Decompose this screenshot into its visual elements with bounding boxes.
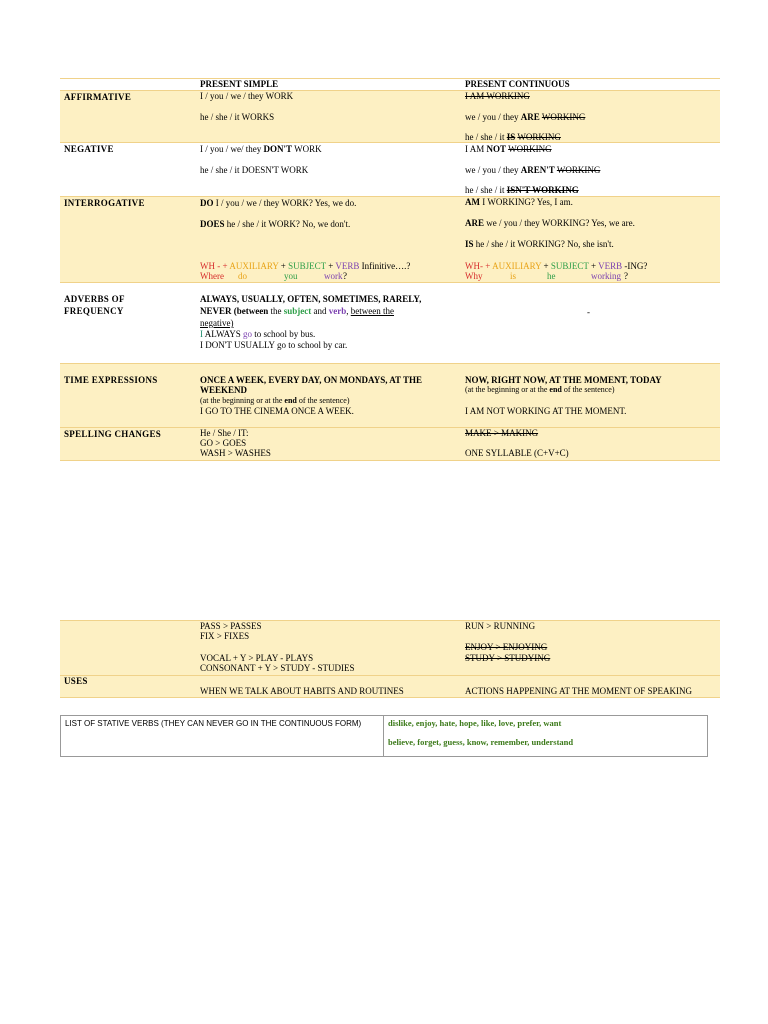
interrogative-ps-line: DO I / you / we / they WORK? Yes, we do. (200, 198, 357, 208)
adverbs-label: ADVERBS OF FREQUENCY (64, 294, 125, 316)
negative-pc-line: we / you / they AREN'T WORKING (465, 165, 601, 175)
spelling-ps-line: He / She / IT: (200, 428, 249, 438)
interrogative-ps-line: DOES he / she / it WORK? No, we don't. (200, 219, 351, 229)
interrogative-pc-line: ARE we / you / they WORKING? Yes, we are. (465, 218, 635, 228)
spelling2-ps-line: FIX > FIXES (200, 631, 250, 641)
stative-verbs-label: LIST OF STATIVE VERBS (THEY CAN NEVER GO IN THE CONTINUOUS FORM) (65, 719, 362, 728)
present-continuous-header: PRESENT CONTINUOUS (465, 79, 570, 89)
stative-verbs-table (60, 715, 708, 757)
interrogative-pc-line: AM I WORKING? Yes, I am. (465, 197, 573, 207)
uses-pc-text: ACTIONS HAPPENING AT THE MOMENT OF SPEAKING (465, 686, 693, 696)
affirmative-ps-line: I / you / we / they WORK (200, 91, 294, 101)
spelling2-ps-line: CONSONANT + Y > STUDY - STUDIES (200, 663, 355, 673)
affirmative-pc-line: I AM WORKING (465, 91, 530, 101)
time-pc-note: (at the beginning or at the end of the sentence) (465, 385, 615, 394)
time-pc-list: NOW, RIGHT NOW, AT THE MOMENT, TODAY (465, 375, 662, 385)
negative-row (60, 142, 720, 196)
interrogative-pc-formula: WH- + AUXILIARY + SUBJECT + VERB -ING? (465, 261, 648, 271)
adverbs-example-1: I ALWAYS go to school by bus. (200, 329, 316, 339)
spelling2-ps-line: VOCAL + Y > PLAY - PLAYS (200, 653, 314, 663)
time-pc-example: I AM NOT WORKING AT THE MOMENT. (465, 406, 627, 416)
negative-ps-line: he / she / it DOESN'T WORK (200, 165, 309, 175)
spelling-continued-row (60, 620, 720, 675)
spelling2-pc-line: RUN > RUNNING (465, 621, 536, 631)
present-simple-header: PRESENT SIMPLE (200, 79, 279, 89)
time-ps-note: (at the beginning or at the end of the sentence) (200, 396, 350, 405)
negative-pc-line: I AM NOT WORKING (465, 144, 552, 154)
time-ps-example: I GO TO THE CINEMA ONCE A WEEK. (200, 406, 354, 416)
spelling-label: SPELLING CHANGES (64, 429, 162, 439)
spelling-ps-line: GO > GOES (200, 438, 247, 448)
stative-verbs-line-1: dislike, enjoy, hate, hope, like, love, prefer, want (388, 718, 562, 728)
header-row (60, 78, 720, 90)
adverbs-example-2: I DON'T USUALLY go to school by car. (200, 340, 348, 350)
spelling2-pc-line: ENJOY > ENJOYING (465, 642, 548, 652)
interrogative-ps-formula: WH - + AUXILIARY + SUBJECT + VERB Infinitive….? (200, 261, 411, 271)
adverbs-negative: negative) (200, 318, 234, 328)
stative-divider (383, 716, 384, 756)
spelling-row (60, 427, 720, 461)
spelling2-ps-line: PASS > PASSES (200, 621, 262, 631)
interrogative-label: INTERROGATIVE (64, 198, 145, 208)
uses-label: USES (64, 676, 88, 686)
adverbs-row (60, 282, 720, 363)
interrogative-pc-line: IS he / she / it WORKING? No, she isn't. (465, 239, 614, 249)
stative-verbs-line-2: believe, forget, guess, know, remember, understand (388, 737, 574, 747)
spelling-ps-line: WASH > WASHES (200, 448, 271, 458)
negative-ps-line: I / you / we/ they DON'T WORK (200, 144, 322, 154)
affirmative-pc-line: we / you / they ARE WORKING (465, 112, 586, 122)
negative-pc-line: he / she / it ISN'T WORKING (465, 185, 579, 195)
affirmative-label: AFFIRMATIVE (64, 92, 132, 102)
adverbs-dash: - (587, 307, 590, 317)
time-expressions-row (60, 363, 720, 427)
time-expressions-label: TIME EXPRESSIONS (64, 375, 158, 385)
affirmative-ps-line: he / she / it WORKS (200, 112, 275, 122)
time-ps-list: ONCE A WEEK, EVERY DAY, ON MONDAYS, AT THE (200, 375, 422, 385)
affirmative-row (60, 90, 720, 142)
uses-ps-text: WHEN WE TALK ABOUT HABITS AND ROUTINES (200, 686, 404, 696)
affirmative-pc-line: he / she / it IS WORKING (465, 132, 561, 142)
negative-label: NEGATIVE (64, 144, 114, 154)
uses-row (60, 675, 720, 698)
adverbs-list: ALWAYS, USUALLY, OFTEN, SOMETIMES, RARELY, (200, 294, 422, 304)
spelling-pc-line: ONE SYLLABLE (C+V+C) (465, 448, 569, 458)
time-ps-list-2: WEEKEND (200, 385, 248, 395)
spelling2-pc-line: STUDY > STUDYING (465, 653, 551, 663)
adverbs-rule: NEVER (between the subject and verb, between the (200, 306, 394, 316)
interrogative-row: INTERROGATIVE DO I / you / we / they WORK? Yes, we do. DOES he / she / it WORK? No, we don't. WH - + AUXILIARY + SUBJECT + VERB Infinitive….? Where do you work ? AM I WORKING? Yes, I am. ARE we / you / they WORKING? Yes, we are. IS he / she / it WORKING? No, she isn't. WH- + AUXILIARY + SUBJECT + VERB -ING? Why is he working ? (60, 196, 720, 282)
spelling-pc-line: MAKE > MAKING (465, 428, 539, 438)
